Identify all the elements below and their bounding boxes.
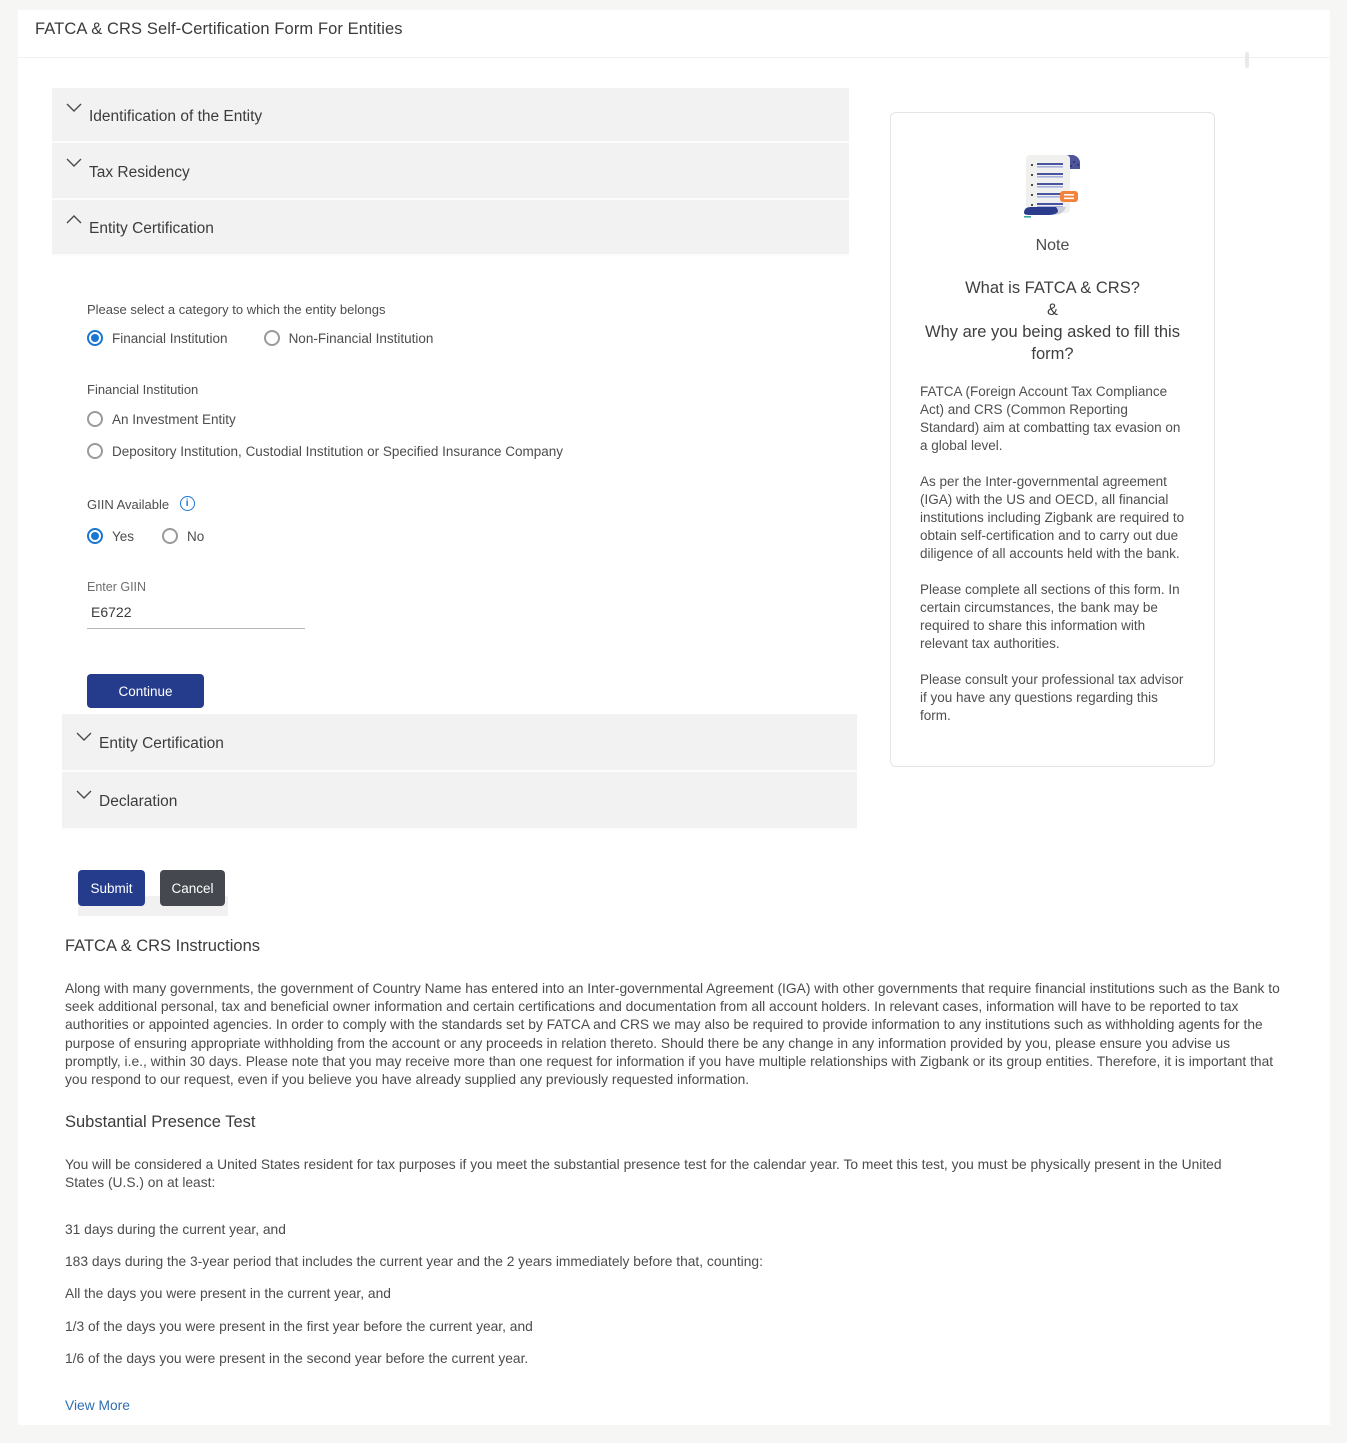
accordion-group-bottom [62, 714, 857, 830]
accordion-tax-residency[interactable] [52, 143, 849, 200]
note-heading-line: Why are you being asked to fill this form? [925, 323, 1180, 363]
accordion-declaration[interactable] [62, 772, 857, 830]
instructions-title: FATCA & CRS Instructions [65, 937, 261, 955]
chevron-down-icon [66, 99, 82, 117]
note-card [890, 112, 1215, 767]
spt-intro: You will be considered a United States resident for tax purposes if you meet the substantial presence test for the calendar year. To meet this test, you must be physically present in the United States (U.S.) on at least: [65, 1157, 1222, 1191]
accordion-group-top [52, 88, 849, 256]
note-paragraph: As per the Inter-governmental agreement (IGA) with the US and OECD, all financial institutions including Zigbank are required to obtain self-certification and to carry out due diligence of all accounts held with the bank. [920, 474, 1185, 561]
chevron-down-icon [76, 786, 92, 804]
note-paragraph: Please complete all sections of this form. In certain circumstances, the bank may be required to share this information with relevant tax authorities. [920, 582, 1180, 651]
radio-giin-yes[interactable] [87, 528, 103, 544]
page-title: FATCA & CRS Self-Certification Form For Entities [35, 20, 403, 38]
radio-label: Depository Institution, Custodial Institution or Specified Insurance Company [112, 443, 563, 459]
accordion-label: Identification of the Entity [89, 107, 263, 125]
category-radio-group [87, 330, 867, 346]
document-scroll-icon [1020, 151, 1086, 228]
accordion-label: Entity Certification [89, 220, 214, 238]
accordion-identification-of-the-entity[interactable] [52, 88, 849, 143]
continue-button[interactable]: Continue [87, 674, 204, 708]
radio-label: No [187, 528, 205, 544]
header-divider [18, 57, 1330, 58]
financial-institution-group-label: Financial Institution [87, 382, 199, 397]
substantial-presence-test-title: Substantial Presence Test [65, 1113, 256, 1131]
radio-label: Non-Financial Institution [288, 330, 434, 346]
giin-field-label: Enter GIIN [87, 580, 147, 594]
accordion-label: Declaration [99, 793, 178, 811]
note-paragraphs [920, 383, 1188, 725]
category-question-label: Please select a category to which the entity belongs [87, 302, 386, 317]
radio-financial-institution[interactable] [87, 330, 103, 346]
note-heading [919, 277, 1186, 365]
radio-label: Financial Institution [112, 330, 228, 346]
chevron-up-icon [66, 211, 82, 229]
giin-available-label: GIIN Available [87, 497, 170, 512]
radio-giin-no[interactable] [162, 528, 178, 544]
spt-item: 31 days during the current year, and [65, 1222, 286, 1237]
fi-type-radio-row [87, 411, 867, 427]
accordion-entity-certification-expanded[interactable] [52, 200, 849, 256]
accordion-label: Tax Residency [89, 163, 190, 181]
giin-available-label-row [87, 496, 867, 514]
radio-depository-institution[interactable] [87, 443, 103, 459]
giin-radio-group [87, 528, 867, 544]
instructions-body: Along with many governments, the government of Country Name has entered into an Inter-governmental Agreement (IGA) with other governments that require financial institutions such as the Bank to seek additional personal, tax and beneficial owner information and certain certifications and documentation from all account holders. In relevant cases, information will have to be reported to tax authorities or appointed agencies. In order to comply with the standards set by FATCA and CRS we may also be required to provide information to any institutions such as withholding agents for the purpose of ensuring appropriate withholding from the account or any proceeds in relation thereto. Should there be any change in any information provided by you, please ensure you advise us promptly, i.e., within 30 days. Please note that you may receive more than one request for information if you have multiple relationships with Zigbank or its group entities. Therefore, it is important that you respond to our request, even if you believe you have already supplied any previously requested information. [65, 981, 1280, 1088]
accordion-label: Entity Certification [99, 735, 224, 753]
main-card [18, 10, 1330, 1425]
radio-label: Yes [112, 528, 135, 544]
scrollbar-thumb[interactable] [1245, 52, 1249, 68]
spt-item: 1/3 of the days you were present in the first year before the current year, and [65, 1319, 533, 1334]
info-icon[interactable]: i [180, 496, 195, 511]
radio-label: An Investment Entity [112, 411, 236, 427]
note-heading-line: & [1046, 301, 1058, 319]
fi-type-radio-row [87, 443, 867, 459]
entity-certification-panel [87, 302, 867, 708]
note-heading-line: What is FATCA & CRS? [965, 279, 1140, 297]
note-paragraph: FATCA (Foreign Account Tax Compliance Act) and CRS (Common Reporting Standard) aim at combatting tax evasion on a global level. [920, 384, 1181, 453]
spt-item: 183 days during the 3-year period that includes the current year and the 2 years immediately before that, counting: [65, 1254, 763, 1269]
note-title: Note [1035, 237, 1070, 254]
cancel-button[interactable]: Cancel [160, 870, 225, 906]
spt-item: All the days you were present in the current year, and [65, 1286, 391, 1301]
view-more-link[interactable]: View More [65, 1398, 130, 1413]
submit-button[interactable]: Submit [78, 870, 145, 906]
accordion-entity-certification-2[interactable] [62, 714, 857, 772]
radio-investment-entity[interactable] [87, 411, 103, 427]
chevron-down-icon [66, 154, 82, 172]
giin-input[interactable] [87, 600, 305, 629]
spt-item: 1/6 of the days you were present in the second year before the current year. [65, 1351, 529, 1366]
chevron-down-icon [76, 728, 92, 746]
note-paragraph: Please consult your professional tax advisor if you have any questions regarding this form. [920, 672, 1184, 723]
radio-non-financial-institution[interactable] [264, 330, 280, 346]
